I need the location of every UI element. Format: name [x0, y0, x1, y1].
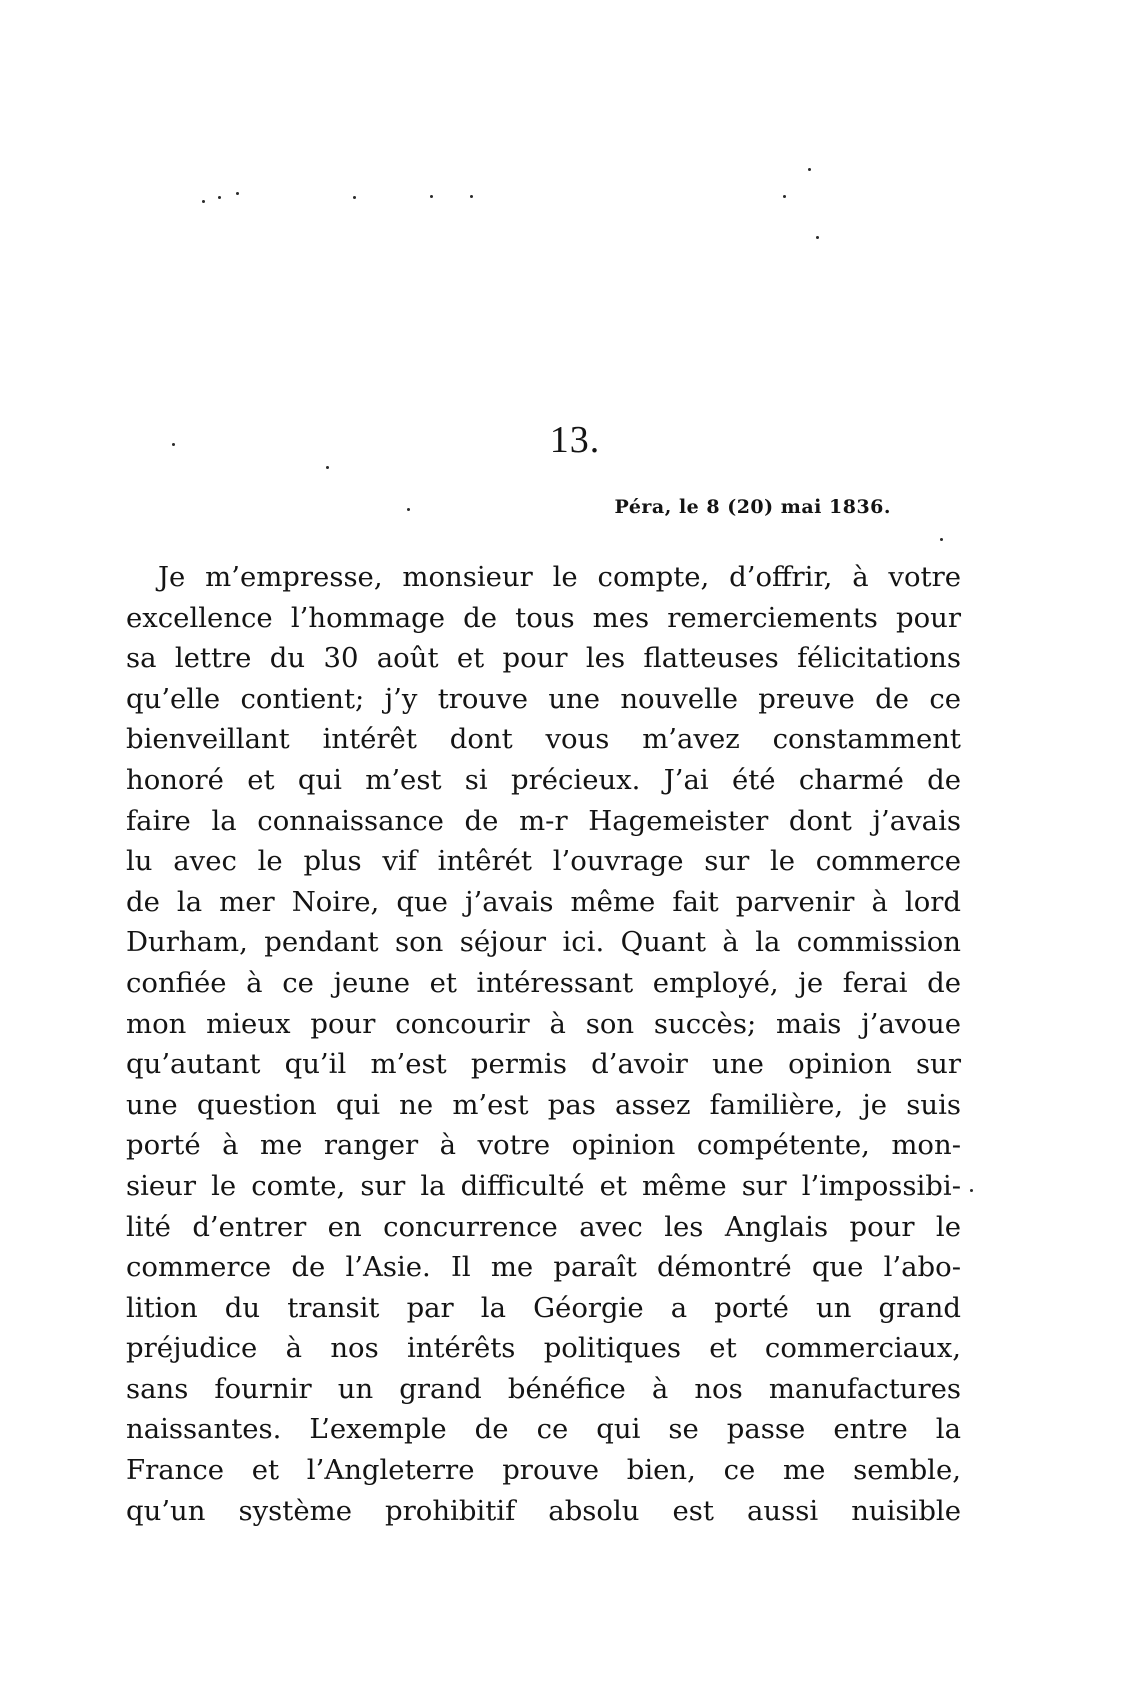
dateline: Péra, le 8 (20) mai 1836. — [614, 496, 891, 518]
text-line: naissantes. L’exemple de ce qui se passe entre la — [126, 1413, 961, 1446]
text-line: sa lettre du 30 août et pour les flatteuses félicitations — [126, 642, 961, 675]
text-line: sans fournir un grand bénéfice à nos manufactures — [126, 1372, 961, 1405]
scan-speck — [407, 508, 410, 511]
letter-number: 13. — [549, 419, 601, 461]
text-line: mon mieux pour concourir à son succès; mais j’avoue — [126, 1007, 961, 1040]
text-line: France et l’Angleterre prouve bien, ce me semble, — [126, 1454, 961, 1487]
scan-speck — [808, 168, 811, 171]
scan-speck — [202, 200, 205, 203]
text-line: qu’un système prohibitif absolu est aussi nuisible — [126, 1494, 961, 1527]
text-line: lité d’entrer en concurrence avec les Anglais pour le — [126, 1210, 961, 1243]
text-line: Durham, pendant son séjour ici. Quant à la commission — [126, 926, 961, 959]
text-line: honoré et qui m’est si précieux. J’ai été charmé de — [126, 763, 961, 796]
text-line: de la mer Noire, que j’avais même fait parvenir à lord — [126, 885, 961, 918]
scan-speck — [353, 196, 356, 199]
text-line: faire la connaissance de m-r Hagemeister dont j’avais — [126, 804, 961, 837]
scan-speck — [816, 236, 819, 239]
text-line: lition du transit par la Géorgie a porté un grand — [126, 1291, 961, 1324]
text-line: qu’autant qu’il m’est permis d’avoir une opinion sur — [126, 1048, 961, 1081]
text-line: qu’elle contient; j’y trouve une nouvelle preuve de ce — [126, 682, 961, 715]
text-line: bienveillant intérêt dont vous m’avez constamment — [126, 723, 961, 756]
text-line: porté à me ranger à votre opinion compétente, mon- — [126, 1129, 961, 1162]
scan-speck — [430, 195, 433, 198]
scan-speck — [783, 195, 786, 198]
scan-speck — [236, 192, 239, 195]
text-line: une question qui ne m’est pas assez familière, je suis — [126, 1088, 961, 1121]
scan-speck — [218, 196, 221, 199]
scan-speck — [470, 195, 473, 198]
scan-speck — [940, 538, 943, 541]
text-line: lu avec le plus vif intêrét l’ouvrage sur le commerce — [126, 845, 961, 878]
text-line: préjudice à nos intérêts politiques et commerciaux, — [126, 1332, 961, 1365]
text-line: confiée à ce jeune et intéressant employé, je ferai de — [126, 966, 961, 999]
text-line: excellence l’hommage de tous mes remerciements pour — [126, 601, 961, 634]
text-line: Je m’empresse, monsieur le compte, d’offrir, à votre — [158, 561, 961, 593]
scan-speck — [326, 466, 329, 469]
text-line: commerce de l’Asie. Il me paraît démontré que l’abo- — [126, 1251, 961, 1284]
scan-speck — [970, 1189, 973, 1192]
text-line: sieur le comte, sur la difficulté et même sur l’impossibi- — [126, 1169, 961, 1202]
letter-body — [126, 557, 961, 1531]
